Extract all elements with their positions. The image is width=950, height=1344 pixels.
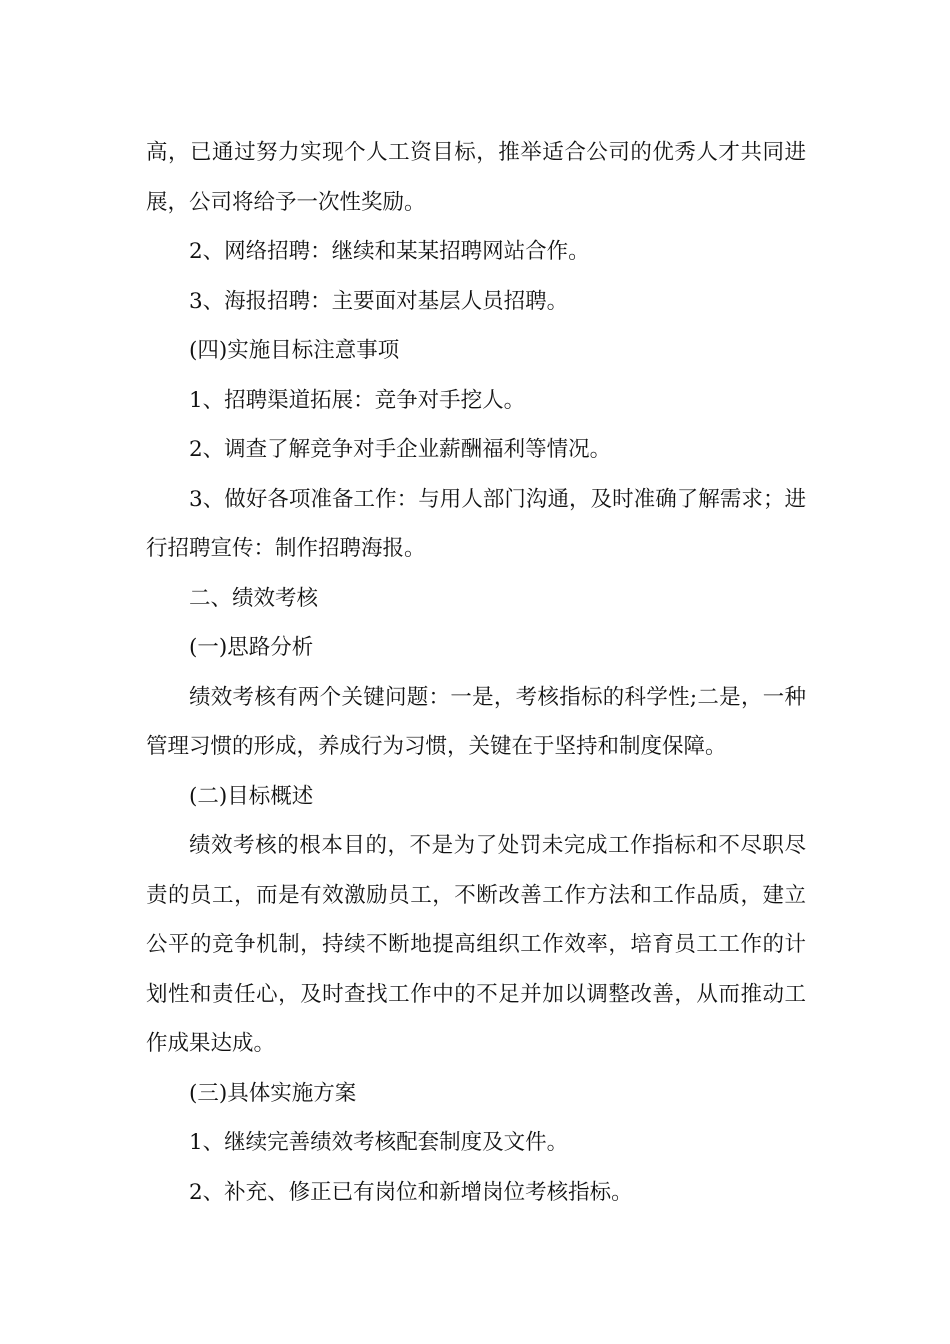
paragraph-poster-recruiting: 3、海报招聘：主要面对基层人员招聘。 — [189, 288, 569, 314]
paragraph-appraisal-purpose: 绩效考核的根本目的，不是为了处罚未完成工作指标和不尽职尽责的员工，而是有效激励员工，不断改善工作方法和工作品质，建立公平的竞争机制，持续不断地提高组织工作效率，培育员工工作的计划性和责任心，及时查找工作中的不足并加以调整改善，从而推动工作成果达成。 — [146, 833, 806, 1056]
paragraph-revise-indicators: 2、补充、修正已有岗位和新增岗位考核指标。 — [189, 1179, 633, 1205]
paragraph-key-issues: 绩效考核有两个关键问题：一是，考核指标的科学性;二是，一种管理习惯的形成，养成行为习惯，关键在于坚持和制度保障。 — [146, 684, 806, 759]
heading-implementation-plan: (三)具体实施方案 — [189, 1080, 357, 1106]
paragraph-preparation-work: 3、做好各项准备工作：与用人部门沟通，及时准确了解需求；进行招聘宣传：制作招聘海报。 — [146, 486, 806, 561]
paragraph-channel-expansion: 1、招聘渠道拓展：竞争对手挖人。 — [189, 387, 526, 413]
heading-analysis: (一)思路分析 — [189, 635, 314, 660]
heading-goal-overview: (二)目标概述 — [189, 783, 314, 809]
paragraph-incentive-continuation: 高，已通过努力实现个人工资目标，推举适合公司的优秀人才共同进展，公司将给予一次性奖励。 — [146, 140, 806, 215]
paragraph-improve-system: 1、继续完善绩效考核配套制度及文件。 — [189, 1130, 569, 1155]
paragraph-online-recruiting: 2、网络招聘：继续和某某招聘网站合作。 — [189, 239, 590, 264]
document-body — [146, 128, 806, 1217]
paragraph-competitor-survey: 2、调查了解竞争对手企业薪酬福利等情况。 — [189, 437, 612, 462]
heading-performance-appraisal: 二、绩效考核 — [189, 585, 319, 611]
heading-implementation-notes: (四)实施目标注意事项 — [189, 338, 400, 363]
